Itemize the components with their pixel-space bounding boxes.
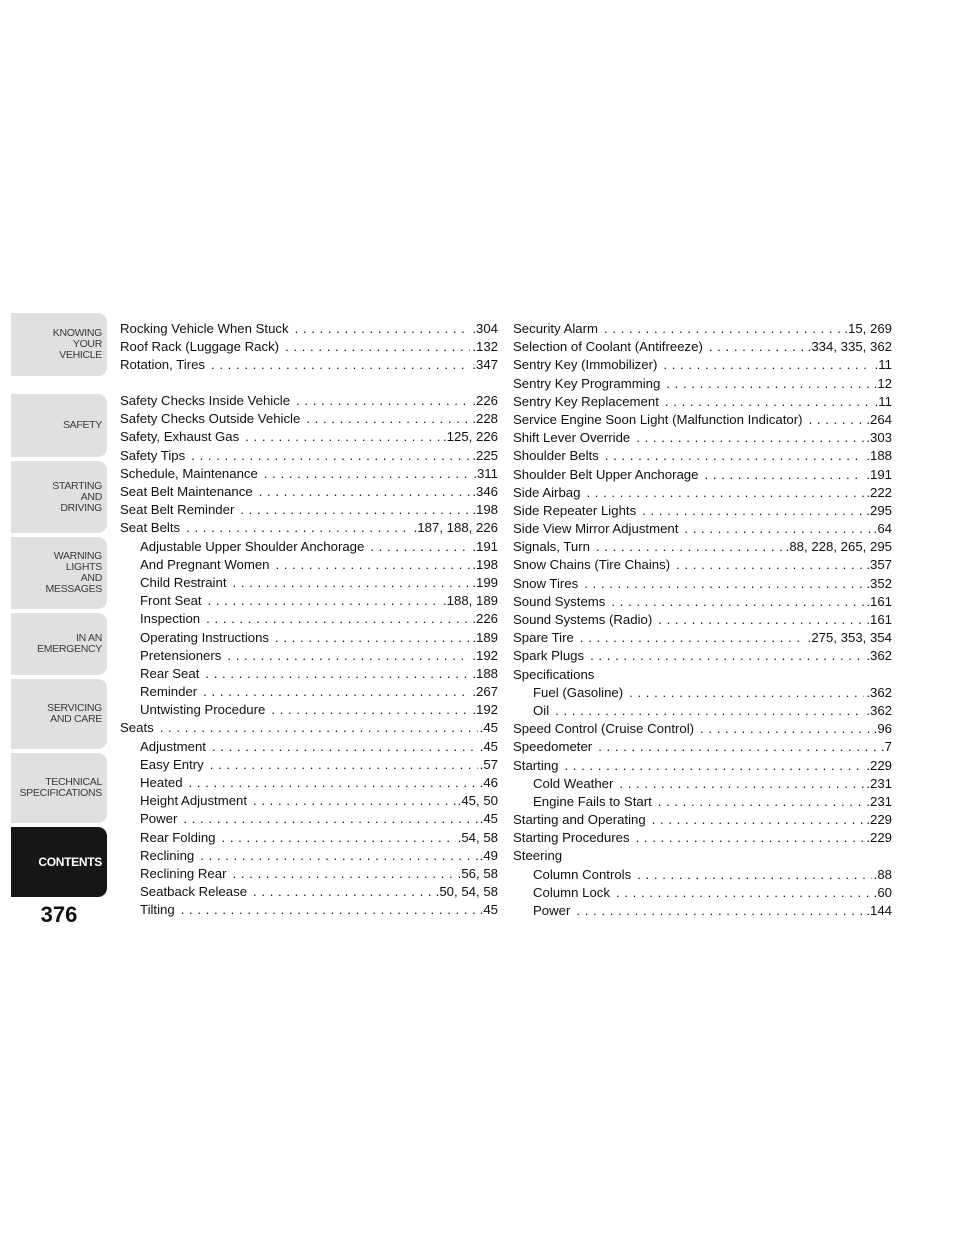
tab-label-line: SAFETY <box>62 419 102 431</box>
index-term: Reminder <box>140 684 198 700</box>
index-entry <box>513 339 892 357</box>
index-entry <box>120 357 498 375</box>
index-entry <box>513 503 892 521</box>
tab-label-line: VEHICLE <box>59 349 102 361</box>
index-term: Snow Tires <box>513 575 579 591</box>
index-term: Seat Belt Maintenance <box>120 484 253 499</box>
dot-leader <box>709 339 806 354</box>
index-entry <box>513 685 892 703</box>
index-page-refs: .267 <box>472 684 498 700</box>
tab-label-line: STARTING <box>52 479 102 492</box>
tab-knowing-your-vehicle[interactable] <box>11 313 107 376</box>
index-page-refs: .11 <box>874 357 892 373</box>
index-page-refs: .231 <box>866 793 892 809</box>
index-term: Easy Entry <box>140 756 204 772</box>
tab-label-line: LIGHTS <box>65 561 102 573</box>
tab-label-line: CONTENTS <box>38 854 102 869</box>
dot-leader <box>629 685 864 700</box>
dot-leader <box>240 502 470 517</box>
index-term: Shoulder Belt Upper Anchorage <box>513 466 699 482</box>
index-term: Sound Systems <box>513 593 606 609</box>
index-entry <box>513 903 892 921</box>
index-entry <box>513 430 892 448</box>
index-entry <box>120 884 498 902</box>
index-page-refs: .226 <box>472 611 498 627</box>
index-term: Starting Procedures <box>513 830 630 846</box>
index-page-refs: .60 <box>873 884 892 900</box>
tab-servicing-and-care[interactable] <box>11 679 107 749</box>
index-term: Oil <box>533 702 550 718</box>
index-page-refs: .132 <box>472 339 498 355</box>
dot-leader <box>275 630 470 645</box>
dot-leader <box>809 412 865 427</box>
index-page-refs: .189 <box>472 629 498 645</box>
index-page-refs: .231 <box>866 775 892 791</box>
index-page-refs: .222 <box>866 484 892 500</box>
index-entry <box>513 576 892 594</box>
tab-safety[interactable] <box>11 394 107 457</box>
index-term: Sentry Key Replacement <box>513 393 659 409</box>
index-page-refs: .191 <box>866 466 892 482</box>
dot-leader <box>636 430 864 445</box>
dot-leader <box>191 448 470 463</box>
index-entry <box>513 630 892 648</box>
dot-leader <box>652 812 865 827</box>
index-entry <box>120 666 498 684</box>
index-entry <box>120 593 498 611</box>
index-entry <box>120 648 498 666</box>
index-term: Adjustment <box>140 738 206 754</box>
index-entry <box>513 467 892 485</box>
index-column-left <box>120 321 498 921</box>
index-page-refs: .15, 269 <box>844 321 892 336</box>
index-entry <box>120 557 498 575</box>
index-term: Sentry Key Programming <box>513 375 661 391</box>
dot-leader <box>637 867 871 882</box>
index-entry <box>120 339 498 357</box>
dot-leader <box>276 557 471 572</box>
index-entry <box>120 811 498 829</box>
index-page-refs: .45, 50 <box>457 793 498 809</box>
dot-leader <box>183 811 477 826</box>
index-entry <box>120 321 498 339</box>
index-page-refs: .12 <box>873 375 892 391</box>
index-term: Seatback Release <box>140 884 248 900</box>
index-term: Selection of Coolant (Antifreeze) <box>513 339 703 355</box>
dot-leader <box>245 429 441 444</box>
index-page-refs: .346 <box>472 484 498 499</box>
index-term: Child Restraint <box>140 574 227 590</box>
index-page-refs: .192 <box>472 647 498 663</box>
index-page-refs: .45 <box>479 902 498 918</box>
index-entry <box>513 812 892 830</box>
dot-leader <box>642 503 864 518</box>
dot-leader <box>206 611 470 626</box>
dot-leader <box>611 594 864 609</box>
index-page-refs: .188 <box>866 448 892 464</box>
index-term: Tilting <box>140 902 175 918</box>
index-term: Schedule, Maintenance <box>120 465 258 481</box>
index-page-refs: .96 <box>873 721 892 737</box>
index-entry <box>513 794 892 812</box>
dot-leader <box>604 321 842 336</box>
index-term: Specifications <box>513 666 595 682</box>
index-page-refs: .88 <box>873 866 892 882</box>
index-term: Untwisting Procedure <box>140 702 266 718</box>
index-term: Starting and Operating <box>513 812 646 828</box>
index-entry <box>120 466 498 484</box>
index-term: Signals, Turn <box>513 539 590 555</box>
index-page-refs: .226 <box>472 393 498 409</box>
index-term: Seat Belts <box>120 520 181 536</box>
index-page-refs: .54, 58 <box>457 829 498 845</box>
index-page-refs: .199 <box>472 574 498 590</box>
index-page-refs: .45 <box>479 720 498 736</box>
index-entry <box>120 520 498 538</box>
index-entry <box>120 757 498 775</box>
index-term: Spare Tire <box>513 630 574 646</box>
index-page-refs: .311 <box>473 465 498 481</box>
tab-contents[interactable] <box>11 827 107 897</box>
dot-leader <box>663 357 872 372</box>
index-page-refs: .264 <box>866 411 892 427</box>
index-entry <box>513 721 892 739</box>
index-entry <box>513 321 892 339</box>
dot-leader <box>306 411 470 426</box>
dot-leader <box>181 902 478 917</box>
dot-leader <box>616 885 872 900</box>
dot-leader <box>189 775 478 790</box>
dot-leader <box>658 612 864 627</box>
index-entry <box>513 703 892 721</box>
tab-warning-lights-and-messages[interactable] <box>11 537 107 609</box>
index-term: Snow Chains (Tire Chains) <box>513 557 671 573</box>
dot-leader <box>222 830 456 845</box>
dot-leader <box>666 376 871 391</box>
index-entry <box>513 376 892 394</box>
index-page-refs: .11 <box>874 393 892 409</box>
index-page-refs: .188, 189 <box>443 593 498 609</box>
index-entry <box>120 448 498 466</box>
index-entry <box>120 739 498 757</box>
index-entry <box>513 776 892 794</box>
index-page-refs: .46 <box>479 775 498 790</box>
index-entry <box>513 485 892 503</box>
index-term: Sound Systems (Radio) <box>513 612 653 627</box>
index-entry <box>120 702 498 720</box>
tab-starting-and-driving[interactable] <box>11 461 107 533</box>
tab-label-line: SPECIFICATIONS <box>19 787 102 799</box>
index-page-refs: .50, 54, 58 <box>435 884 498 900</box>
index-page-refs: .362 <box>866 702 892 718</box>
index-term: Adjustable Upper Shoulder Anchorage <box>140 538 365 554</box>
index-page-refs: .334, 335, 362 <box>807 339 892 355</box>
index-entry <box>513 448 892 466</box>
tab-label-line: DRIVING <box>60 501 102 514</box>
index-entry <box>120 830 498 848</box>
index-term: Operating Instructions <box>140 629 270 645</box>
index-entry <box>120 793 498 811</box>
index-entry <box>513 557 892 575</box>
index-page-refs: .229 <box>866 830 892 846</box>
index-page-refs: .362 <box>866 684 892 700</box>
index-term: Rotation, Tires <box>120 357 206 373</box>
index-entry <box>120 502 498 520</box>
tab-in-an-emergency[interactable] <box>11 613 107 675</box>
index-term: Rocking Vehicle When Stuck <box>120 321 289 336</box>
index-term: Power <box>533 903 571 918</box>
dot-leader <box>271 702 470 717</box>
index-page-refs: .57 <box>479 756 498 772</box>
index-page-refs: .275, 353, 354 <box>807 630 892 646</box>
dot-leader <box>212 739 478 754</box>
index-page-refs: .347 <box>472 357 498 373</box>
index-term: Side Repeater Lights <box>513 502 637 518</box>
index-page-refs: .192 <box>472 702 498 718</box>
index-page-refs: .229 <box>866 812 892 828</box>
index-entry <box>513 394 892 412</box>
index-entry <box>120 411 498 429</box>
index-entry <box>120 848 498 866</box>
index-entry <box>120 611 498 629</box>
index-term: Steering <box>513 848 563 864</box>
index-page-refs: .49 <box>479 847 498 863</box>
dot-leader <box>160 720 478 735</box>
index-entry <box>513 594 892 612</box>
dot-leader <box>590 648 864 663</box>
dot-leader <box>555 703 864 718</box>
dot-leader <box>210 757 478 772</box>
index-entry <box>120 539 498 557</box>
index-term: Pretensioners <box>140 647 222 663</box>
index-page-refs: .7 <box>881 739 892 755</box>
index-term: Reclining <box>140 847 195 863</box>
dot-leader <box>253 884 434 899</box>
index-term: Inspection <box>140 611 201 627</box>
index-page-refs: .303 <box>866 430 892 446</box>
dot-leader <box>636 830 865 845</box>
index-page-refs: .161 <box>866 593 892 609</box>
tab-technical-specifications[interactable] <box>11 753 107 823</box>
index-term: Heated <box>140 775 183 790</box>
index-term: Power <box>140 811 178 827</box>
index-term: Reclining Rear <box>140 865 227 881</box>
index-term: Security Alarm <box>513 321 599 336</box>
index-entry <box>513 648 892 666</box>
index-page-refs: .198 <box>472 502 498 518</box>
dot-leader <box>259 484 471 499</box>
dot-leader <box>253 793 456 808</box>
index-page-refs: .56, 58 <box>457 865 498 881</box>
tab-label-line: IN AN <box>76 632 102 644</box>
dot-leader <box>684 521 871 536</box>
index-term: Speedometer <box>513 739 593 755</box>
tab-label-line: AND CARE <box>50 713 102 725</box>
index-term: Column Controls <box>533 866 632 882</box>
index-entry <box>513 612 892 630</box>
dot-leader <box>658 794 865 809</box>
index-term: Height Adjustment <box>140 793 248 809</box>
index-entry <box>513 667 892 685</box>
dot-leader <box>596 539 784 554</box>
index-term: Sentry Key (Immobilizer) <box>513 357 658 373</box>
index-page-refs: .191 <box>472 538 498 554</box>
index-page-refs: .45 <box>479 811 498 827</box>
dot-leader <box>208 593 441 608</box>
index-page-refs: .225 <box>472 447 498 463</box>
page-number: 376 <box>40 902 78 927</box>
index-entry <box>513 830 892 848</box>
dot-leader <box>211 357 470 372</box>
dot-leader <box>584 576 864 591</box>
index-page-refs: .125, 226 <box>443 429 498 445</box>
dot-leader <box>295 321 471 336</box>
index-term: Shift Lever Override <box>513 430 631 446</box>
index-term: Rear Folding <box>140 829 216 845</box>
dot-leader <box>200 848 477 863</box>
dot-leader <box>605 448 865 463</box>
index-term: Shoulder Belts <box>513 448 599 464</box>
index-entry <box>513 758 892 776</box>
index-page-refs: .88, 228, 265, 295 <box>785 539 892 555</box>
index-page-refs: .161 <box>866 612 892 627</box>
dot-leader <box>227 648 470 663</box>
index-term: Starting <box>513 757 559 773</box>
index-term: Safety, Exhaust Gas <box>120 429 240 445</box>
index-entry <box>120 684 498 702</box>
dot-leader <box>704 467 864 482</box>
tab-label-line: KNOWING <box>52 327 102 339</box>
index-entry <box>120 429 498 447</box>
index-term: Fuel (Gasoline) <box>533 684 624 700</box>
index-page-refs: .229 <box>866 757 892 773</box>
index-page-refs: .45 <box>479 738 498 754</box>
index-page-refs: .362 <box>866 648 892 664</box>
dot-leader <box>665 394 873 409</box>
dot-leader <box>700 721 872 736</box>
index-page-refs: .295 <box>866 502 892 518</box>
index-term: Service Engine Soon Light (Malfunction Indicator) <box>513 411 803 427</box>
dot-leader <box>233 575 471 590</box>
index-entry <box>513 848 892 866</box>
dot-leader <box>285 339 470 354</box>
index-entry <box>513 885 892 903</box>
index-term: Safety Tips <box>120 447 186 463</box>
index-term: Speed Control (Cruise Control) <box>513 721 695 737</box>
index-entry <box>513 357 892 375</box>
index-term: Engine Fails to Start <box>533 793 652 809</box>
index-term: Safety Checks Inside Vehicle <box>120 393 291 409</box>
dot-leader <box>233 866 456 881</box>
index-page-refs: .144 <box>866 903 892 918</box>
index-term: Safety Checks Outside Vehicle <box>120 411 301 427</box>
index-term: Spark Plugs <box>513 648 585 664</box>
index-entry <box>120 393 498 411</box>
index-term: Column Lock <box>533 884 610 900</box>
dot-leader <box>576 903 864 918</box>
index-term: Front Seat <box>140 593 202 609</box>
dot-leader <box>564 758 864 773</box>
index-page-refs: .188 <box>472 665 498 681</box>
index-term: And Pregnant Women <box>140 556 270 572</box>
tab-label-line: AND <box>80 490 102 503</box>
index-term: Roof Rack (Luggage Rack) <box>120 339 280 355</box>
index-term: Seat Belt Reminder <box>120 502 235 518</box>
index-entry <box>120 775 498 793</box>
index-entry <box>513 867 892 885</box>
index-entry <box>120 575 498 593</box>
index-term: Seats <box>120 720 154 736</box>
tab-label-line: TECHNICAL <box>45 776 102 788</box>
index-entry <box>120 484 498 502</box>
index-page-refs: .198 <box>472 556 498 572</box>
index-entry <box>120 902 498 920</box>
tab-label-line: YOUR <box>72 338 102 350</box>
index-page-refs: .187, 188, 226 <box>413 520 498 536</box>
index-entry <box>120 866 498 884</box>
index-column-right <box>513 321 892 921</box>
index-term: Rear Seat <box>140 665 200 681</box>
dot-leader <box>296 393 470 408</box>
index-entry <box>513 739 892 757</box>
tab-label-line: EMERGENCY <box>37 643 102 655</box>
index-term: Side Airbag <box>513 484 581 500</box>
index-page-refs: .64 <box>873 521 892 537</box>
index-page-refs: .228 <box>472 411 498 427</box>
dot-leader <box>580 630 806 645</box>
dot-leader <box>264 466 471 481</box>
tab-label-line: SERVICING <box>47 702 102 714</box>
dot-leader <box>586 485 864 500</box>
index-term: Side View Mirror Adjustment <box>513 521 679 537</box>
index-entry <box>513 521 892 539</box>
index-page-refs: .357 <box>866 557 892 573</box>
index-term: Cold Weather <box>533 775 614 791</box>
index-entry <box>513 412 892 430</box>
dot-leader <box>205 666 470 681</box>
dot-leader <box>598 739 879 754</box>
dot-leader <box>676 557 864 572</box>
index-entry <box>120 720 498 738</box>
tab-label-line: MESSAGES <box>45 583 102 595</box>
index-page-refs: .304 <box>472 321 498 336</box>
tab-label-line: AND <box>80 572 102 584</box>
index-entry <box>513 539 892 557</box>
index-page-refs: .352 <box>866 575 892 591</box>
dot-leader <box>370 539 470 554</box>
dot-leader <box>203 684 470 699</box>
tab-label-line: WARNING <box>53 550 102 562</box>
index-entry <box>120 630 498 648</box>
dot-leader <box>619 776 864 791</box>
dot-leader <box>186 520 412 535</box>
